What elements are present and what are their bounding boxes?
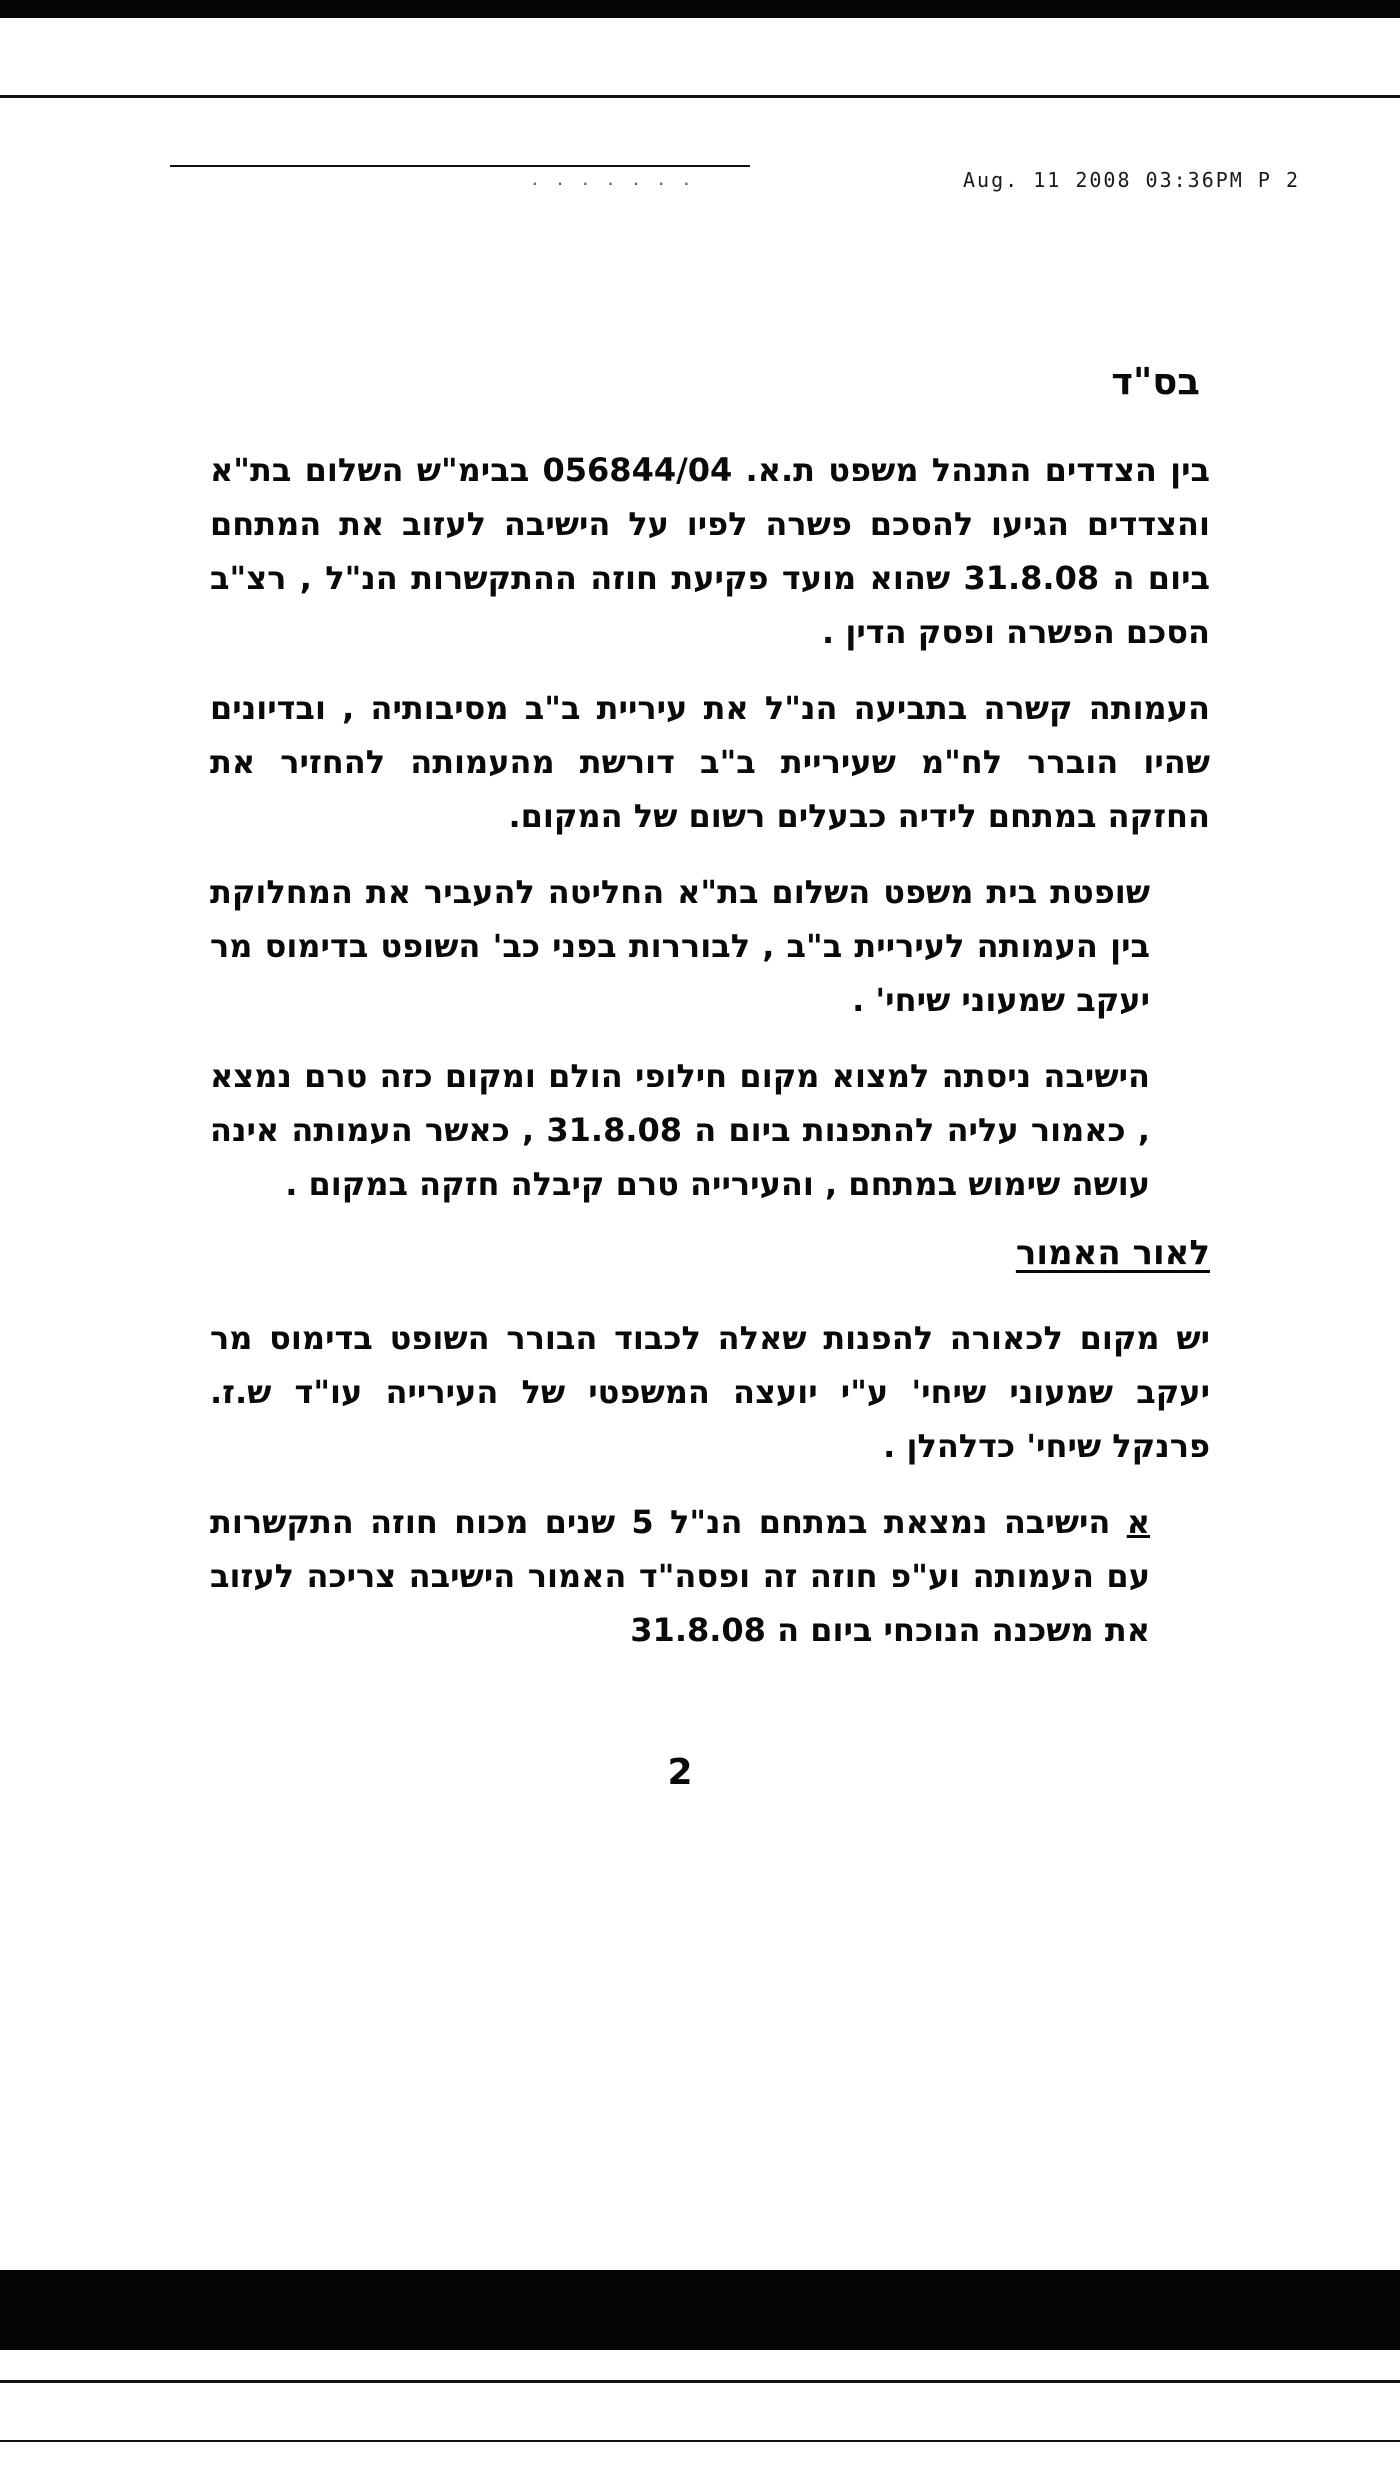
paragraph-2-regular: העמותה קשרה בתביעה הנ"ל את עיריית ב"ב מסיבותיה ,: [342, 689, 1211, 727]
scan-border-top: [0, 0, 1400, 18]
section-a-letter: א: [1126, 1503, 1151, 1541]
scan-border-bottom: [0, 2270, 1400, 2350]
scan-line: [0, 95, 1400, 98]
fax-dots: . . . . . . .: [530, 170, 695, 189]
paragraph-1: בין הצדדים התנהל משפט ת.א. 056844/04 בבימ"ש השלום בת"א והצדדים הגיעו להסכם פשרה לפיו על הישיבה לעזוב את המתחם ביום ה 31.8.08 שהוא מועד פקיעת חוזה ההתקשרות הנ"ל , רצ"ב הסכם הפשרה ופסק הדין .: [210, 451, 1211, 651]
paragraph-3: שופטת בית משפט השלום בת"א החליטה להעביר את המחלוקת בין העמותה לעיריית ב"ב , לבוררות בפני כב' השופט בדימוס מר יעקב שמעוני שיחי' .: [210, 873, 1150, 1019]
page-number: 2: [667, 1752, 693, 1793]
section-a-text: הישיבה נמצאת במתחם הנ"ל 5 שנים מכוח חוזה התקשרות עם העמותה וע"פ חוזה זה ופסה"ד האמור הישיבה צריכה לעזוב את משכנה הנוכחי ביום ה 31.8.08: [210, 1503, 1150, 1649]
paragraph-2: [210, 681, 1210, 843]
request-paragraph: יש מקום לכאורה להפנות שאלה לכבוד הבורר השופט בדימוס מר יעקב שמעוני שיחי' ע"י יועצה המשפטי של העירייה עו"ד ש.ז. פרנקל שיחי' כדלהלן .: [210, 1319, 1210, 1465]
section-heading: לאור האמור: [1015, 1233, 1210, 1273]
scan-line: [170, 165, 750, 167]
paragraph-4: הישיבה ניסתה למצוא מקום חילופי הולם ומקום כזה טרם נמצא , כאמור עליה להתפנות ביום ה 31.8.08 , כאשר העמותה אינה עושה שימוש במתחם , והעירייה טרם קיבלה חזקה במקום .: [210, 1057, 1151, 1203]
bsd-mark: בס"ד: [1111, 360, 1200, 403]
section-a: [210, 1495, 1210, 1657]
scan-line: [0, 2380, 1400, 2383]
scan-line: [0, 2440, 1400, 2442]
paragraph-2-bold: ובדיונים שהיו הוברר לח"מ שעיריית ב"ב דורשת מהעמותה להחזיר את החזקה במתחם לידיה כבעלים רשום של המקום.: [210, 689, 1210, 835]
document-body: [210, 340, 1210, 1679]
fax-header: Aug. 11 2008 03:36PM P 2: [963, 168, 1300, 192]
